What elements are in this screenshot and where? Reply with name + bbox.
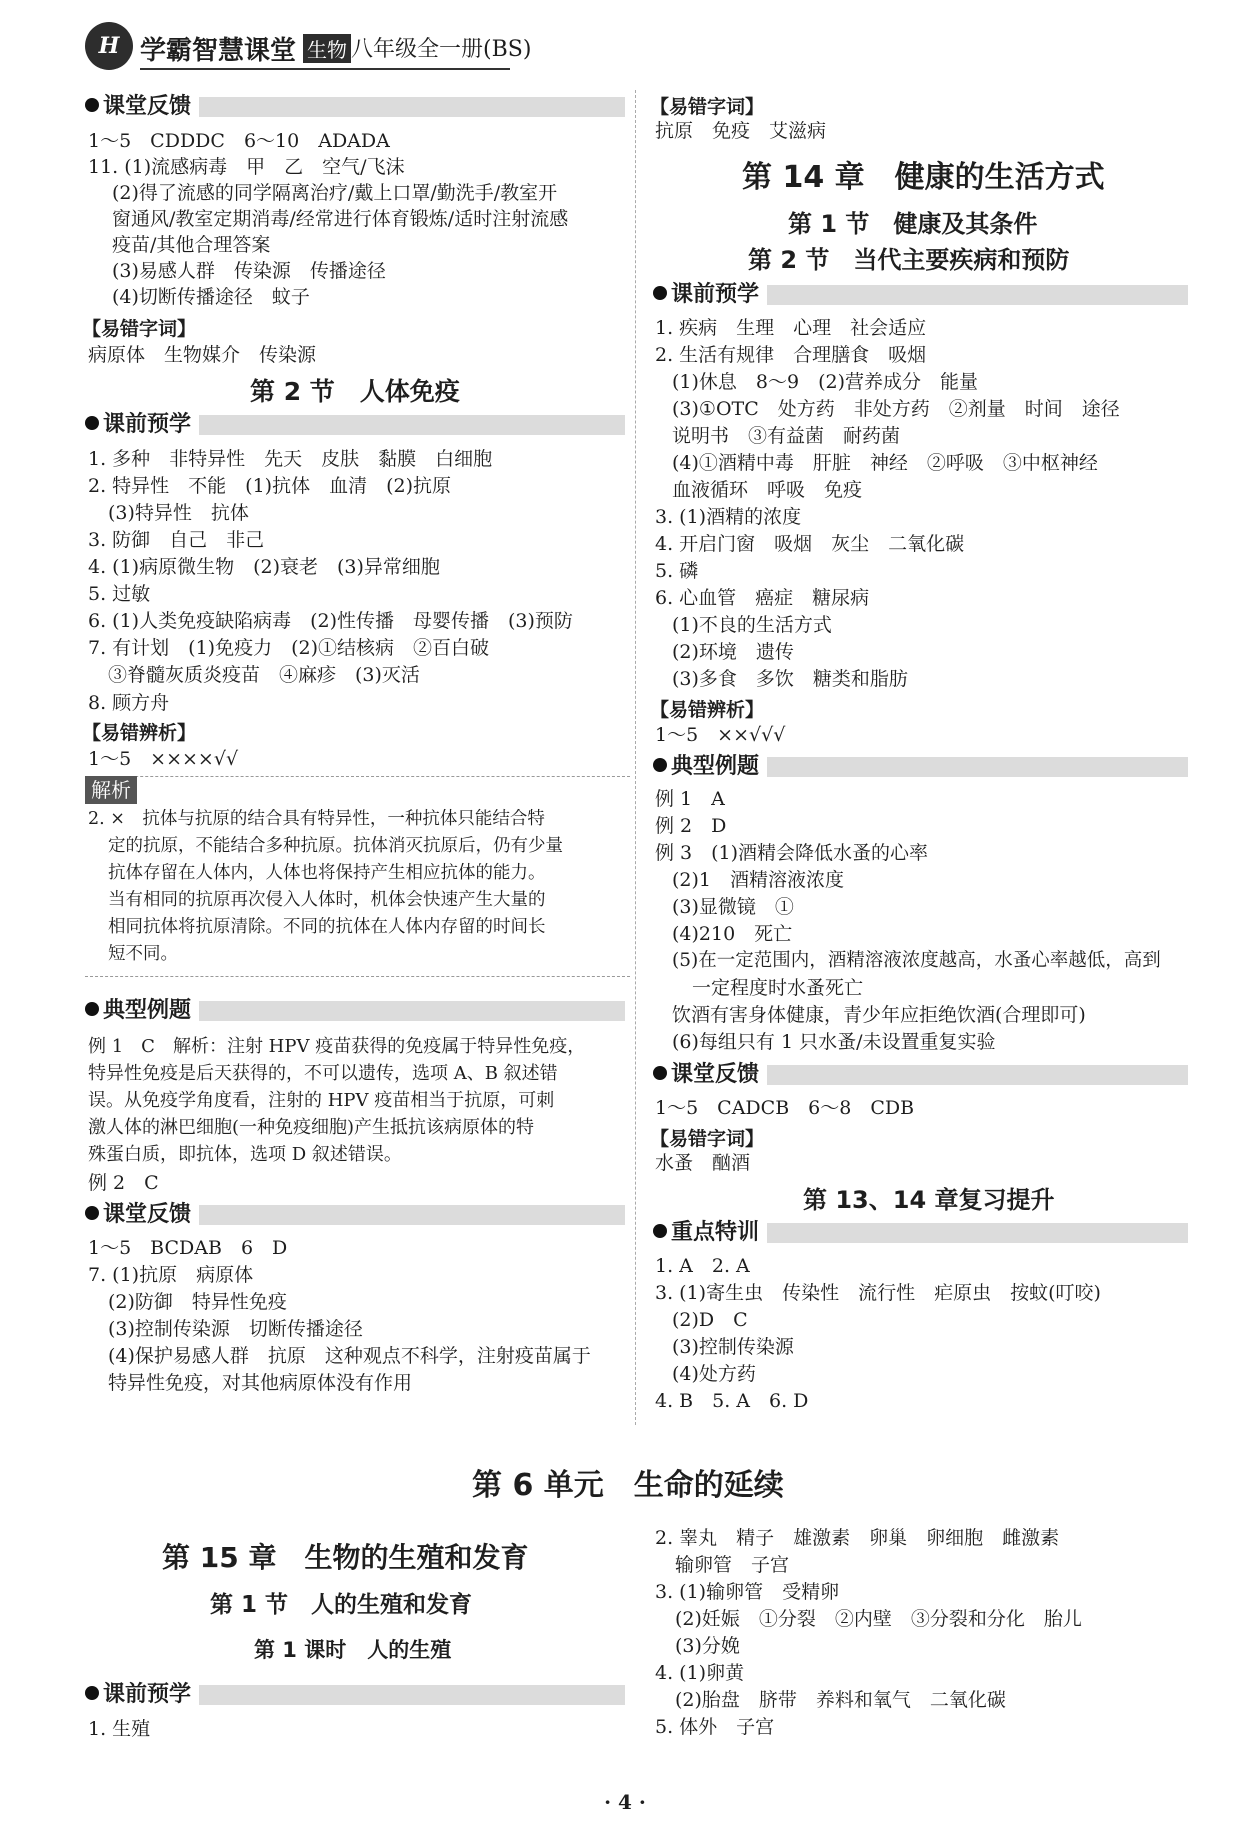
example-line: 特异性免疫是后天获得的，不可以遗传，选项 A、B 叙述错 bbox=[88, 1063, 558, 1084]
section-title: 第 2 节 人体免疫 bbox=[250, 377, 460, 406]
answer-line: 1～5 ××××√√ bbox=[88, 748, 239, 770]
answer-line: (3)特异性 抗体 bbox=[108, 502, 249, 524]
example-line: 误。从免疫学角度看，注射的 HPV 疫苗相当于抗原，可刺 bbox=[88, 1090, 555, 1111]
answer-line: (4)切断传播途径 蚊子 bbox=[112, 286, 310, 308]
answer-line: (2)妊娠 ①分裂 ②内壁 ③分裂和分化 胎儿 bbox=[675, 1608, 1082, 1630]
answer-line: 4. (1)病原微生物 (2)衰老 (3)异常细胞 bbox=[88, 556, 440, 578]
answer-line: 4. B 5. A 6. D bbox=[655, 1390, 809, 1412]
example-line: 一定程度时水蚤死亡 bbox=[692, 977, 864, 999]
section-heading: 典型例题 bbox=[85, 996, 625, 1026]
explanation-badge: 解析 bbox=[85, 776, 137, 804]
answer-line: 6. (1)人类免疫缺陷病毒 (2)性传播 母婴传播 (3)预防 bbox=[88, 610, 573, 632]
brand-name: 学霸智慧课堂 bbox=[140, 36, 297, 66]
answer-line: (3)易感人群 传染源 传播途径 bbox=[112, 260, 386, 282]
example-line: 例 1 A bbox=[655, 788, 725, 810]
section-title: 第 1 节 健康及其条件 bbox=[788, 210, 1038, 238]
section-heading: 课堂反馈 bbox=[85, 92, 625, 122]
answer-line: 5. 过敏 bbox=[88, 583, 151, 605]
explanation-line: 抗体存留在人体内，人体也将保持产生相应抗体的能力。 bbox=[108, 863, 546, 883]
answer-line: 抗原 免疫 艾滋病 bbox=[655, 120, 827, 142]
answer-line: (3)多食 多饮 糖类和脂肪 bbox=[672, 668, 908, 690]
section-heading: 课堂反馈 bbox=[653, 1060, 1188, 1090]
chapter-title: 第 15 章 生物的生殖和发育 bbox=[162, 1541, 529, 1574]
answer-line: ③脊髓灰质炎疫苗 ④麻疹 (3)灭活 bbox=[108, 664, 420, 686]
answer-line: 3. (1)输卵管 受精卵 bbox=[655, 1581, 840, 1603]
brand-logo: H bbox=[85, 22, 133, 70]
section-heading: 课堂反馈 bbox=[85, 1200, 625, 1230]
answer-line: 4. 开启门窗 吸烟 灰尘 二氧化碳 bbox=[655, 533, 965, 555]
answer-line: 说明书 ③有益菌 耐药菌 bbox=[672, 425, 901, 447]
example-line: 例 2 D bbox=[655, 815, 727, 837]
example-line: 例 1 C 解析：注射 HPV 疫苗获得的免疫属于特异性免疫， bbox=[88, 1036, 586, 1057]
dashed-rule bbox=[85, 776, 630, 777]
answer-line: 1～5 ××√√√ bbox=[655, 724, 786, 746]
answer-line: 3. (1)酒精的浓度 bbox=[655, 506, 802, 528]
bullet-icon bbox=[653, 286, 667, 300]
answer-line: (3)控制传染源 切断传播途径 bbox=[108, 1318, 363, 1340]
example-line: (3)显微镜 ① bbox=[672, 896, 794, 918]
answer-line: (3)控制传染源 bbox=[672, 1336, 794, 1358]
example-line: 饮酒有害身体健康，青少年应拒绝饮酒(合理即可) bbox=[672, 1004, 1086, 1026]
tag-label: 【易错字词】 bbox=[650, 96, 765, 118]
example-line: 例 2 C bbox=[88, 1172, 159, 1194]
answer-line: 疫苗/其他合理答案 bbox=[112, 234, 271, 256]
section-title: 第 13、14 章复习提升 bbox=[803, 1186, 1055, 1214]
example-line: (5)在一定范围内，酒精溶液浓度越高，水蚤心率越低，高到 bbox=[672, 950, 1161, 971]
answer-line: 1. 疾病 生理 心理 社会适应 bbox=[655, 317, 927, 339]
answer-line: 11. (1)流感病毒 甲 乙 空气/飞沫 bbox=[88, 156, 405, 178]
answer-line: 血液循环 呼吸 免疫 bbox=[672, 479, 863, 501]
section-title: 第 1 节 人的生殖和发育 bbox=[210, 1592, 473, 1618]
answer-line: 6. 心血管 癌症 糖尿病 bbox=[655, 587, 870, 609]
section-heading: 典型例题 bbox=[653, 752, 1188, 782]
bullet-icon bbox=[85, 1002, 99, 1016]
bullet-icon bbox=[85, 416, 99, 430]
answer-line: 2. 生活有规律 合理膳食 吸烟 bbox=[655, 344, 927, 366]
answer-line: 7. 有计划 (1)免疫力 (2)①结核病 ②百白破 bbox=[88, 637, 489, 659]
unit-title: 第 6 单元 生命的延续 bbox=[472, 1468, 784, 1503]
example-line: 激人体的淋巴细胞(一种免疫细胞)产生抵抗该病原体的特 bbox=[88, 1117, 535, 1138]
bullet-icon bbox=[85, 1686, 99, 1700]
page-header bbox=[85, 22, 532, 72]
answer-line: 2. 睾丸 精子 雄激素 卵巢 卵细胞 雌激素 bbox=[655, 1527, 1060, 1549]
answer-line: (1)不良的生活方式 bbox=[672, 614, 832, 636]
answer-line: 3. (1)寄生虫 传染性 流行性 疟原虫 按蚊(叮咬) bbox=[655, 1282, 1101, 1304]
explanation-line: 相同抗体将抗原清除。不同的抗体在人体内存留的时间长 bbox=[108, 917, 546, 937]
header-rule bbox=[140, 68, 510, 70]
tag-label: 【易错字词】 bbox=[82, 318, 197, 340]
answer-line: 输卵管 子宫 bbox=[675, 1554, 790, 1576]
answer-line: (2)胎盘 脐带 养料和氧气 二氧化碳 bbox=[675, 1689, 1006, 1711]
answer-line: 窗通风/教室定期消毒/经常进行体育锻炼/适时注射流感 bbox=[112, 208, 569, 230]
dashed-rule bbox=[85, 976, 630, 977]
answer-line: (2)D C bbox=[672, 1309, 748, 1331]
example-line: 殊蛋白质，即抗体，选项 D 叙述错误。 bbox=[88, 1144, 402, 1165]
answer-line: (3)①OTC 处方药 非处方药 ②剂量 时间 途径 bbox=[672, 398, 1120, 420]
tag-label: 【易错辨析】 bbox=[650, 699, 765, 721]
answer-line: 1. 多种 非特异性 先天 皮肤 黏膜 白细胞 bbox=[88, 448, 493, 470]
section-title: 第 2 节 当代主要疾病和预防 bbox=[748, 246, 1070, 274]
bullet-icon bbox=[85, 98, 99, 112]
explanation-line: 短不同。 bbox=[108, 944, 178, 964]
answer-line: (3)分娩 bbox=[675, 1635, 740, 1657]
answer-line: 水蚤 酗酒 bbox=[655, 1152, 751, 1174]
lesson-title: 第 1 课时 人的生殖 bbox=[254, 1638, 452, 1662]
answer-line: (1)休息 8～9 (2)营养成分 能量 bbox=[672, 371, 979, 393]
example-line: (2)1 酒精溶液浓度 bbox=[672, 869, 845, 891]
bullet-icon bbox=[85, 1206, 99, 1220]
section-heading: 重点特训 bbox=[653, 1218, 1188, 1248]
answer-line: 特异性免疫，对其他病原体没有作用 bbox=[108, 1372, 413, 1394]
answer-line: 1. A 2. A bbox=[655, 1255, 750, 1277]
section-heading: 课前预学 bbox=[653, 280, 1188, 310]
example-line: 例 3 (1)酒精会降低水蚤的心率 bbox=[655, 842, 929, 864]
tag-label: 【易错字词】 bbox=[650, 1128, 765, 1150]
page-number: · 4 · bbox=[604, 1790, 646, 1814]
answer-line: 病原体 生物媒介 传染源 bbox=[88, 344, 317, 366]
answer-line: (4)①酒精中毒 肝脏 神经 ②呼吸 ③中枢神经 bbox=[672, 452, 1098, 474]
explanation-line: 定的抗原，不能结合多种抗原。抗体消灭抗原后，仍有少量 bbox=[108, 836, 563, 856]
answer-line: 1～5 BCDAB 6 D bbox=[88, 1237, 288, 1259]
answer-line: (2)得了流感的同学隔离治疗/戴上口罩/勤洗手/教室开 bbox=[112, 182, 558, 204]
answer-line: 1～5 CDDDC 6～10 ADADA bbox=[88, 130, 390, 152]
grade-label: 八年级全一册(BS) bbox=[351, 37, 532, 62]
answer-line: 3. 防御 自己 非己 bbox=[88, 529, 265, 551]
section-heading: 课前预学 bbox=[85, 1680, 625, 1710]
answer-line: 5. 磷 bbox=[655, 560, 699, 582]
explanation-line: 当有相同的抗原再次侵入人体时，机体会快速产生大量的 bbox=[108, 890, 546, 910]
answer-line: (2)环境 遗传 bbox=[672, 641, 794, 663]
answer-line: 8. 顾方舟 bbox=[88, 692, 170, 714]
bullet-icon bbox=[653, 1066, 667, 1080]
answer-line: 2. 特异性 不能 (1)抗体 血清 (2)抗原 bbox=[88, 475, 451, 497]
answer-line: (2)防御 特异性免疫 bbox=[108, 1291, 287, 1313]
answer-line: 4. (1)卵黄 bbox=[655, 1662, 745, 1684]
answer-line: 1～5 CADCB 6～8 CDB bbox=[655, 1097, 915, 1119]
tag-label: 【易错辨析】 bbox=[82, 722, 197, 744]
explanation-line: 2. × 抗体与抗原的结合具有特异性，一种抗体只能结合特 bbox=[88, 809, 545, 829]
bullet-icon bbox=[653, 758, 667, 772]
bullet-icon bbox=[653, 1224, 667, 1238]
answer-line: 5. 体外 子宫 bbox=[655, 1716, 775, 1738]
example-line: (6)每组只有 1 只水蚤/未设置重复实验 bbox=[672, 1031, 996, 1053]
section-heading: 课前预学 bbox=[85, 410, 625, 440]
chapter-title: 第 14 章 健康的生活方式 bbox=[742, 160, 1105, 195]
answer-line: 7. (1)抗原 病原体 bbox=[88, 1264, 254, 1286]
subject-badge: 生物 bbox=[303, 34, 351, 63]
answer-line: (4)保护易感人群 抗原 这种观点不科学，注射疫苗属于 bbox=[108, 1345, 591, 1367]
example-line: (4)210 死亡 bbox=[672, 923, 793, 945]
answer-line: (4)处方药 bbox=[672, 1363, 756, 1385]
answer-line: 1. 生殖 bbox=[88, 1718, 151, 1740]
column-divider bbox=[635, 90, 636, 1425]
